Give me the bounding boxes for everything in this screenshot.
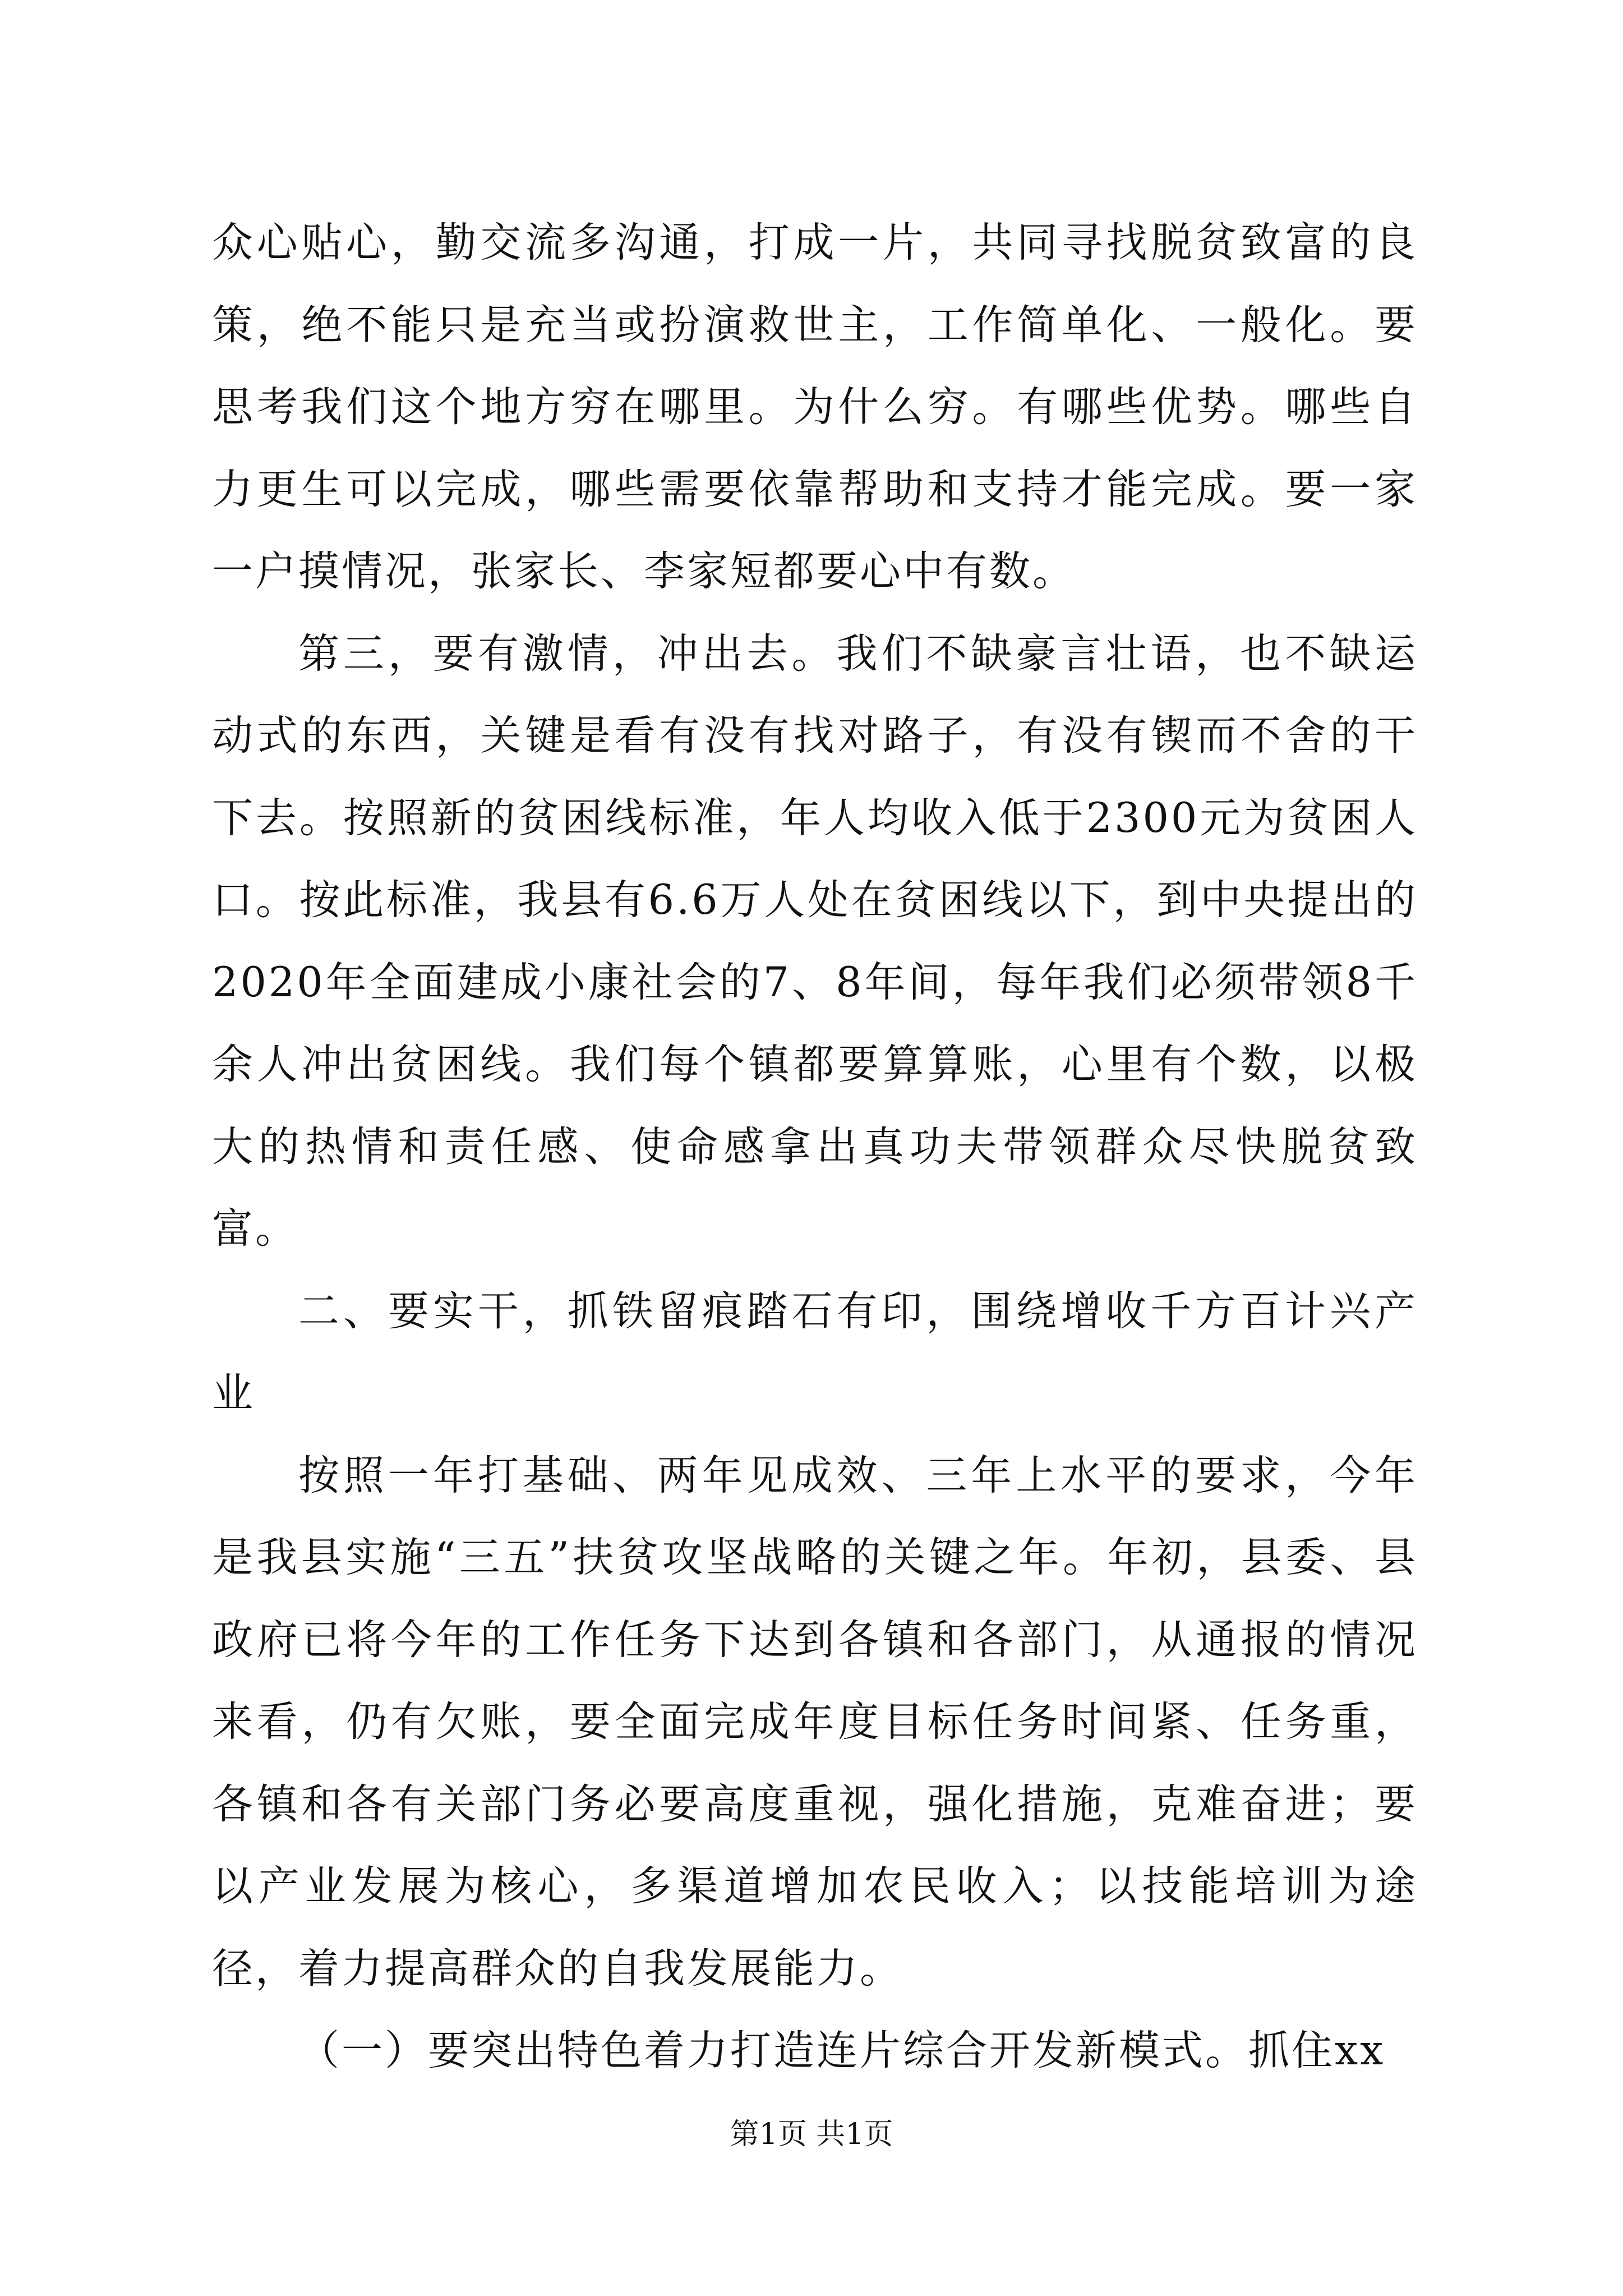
- page-footer: 第1页 共1页: [730, 2118, 893, 2151]
- paragraph-2: 第三，要有激情，冲出去。我们不缺豪言壮语，也不缺运动式的东西，关键是看有没有找对路子，有没有锲而不舍的干下去。按照新的贫困线标准，年人均收入低于2300元为贫困人口。按此标准，我县有6.6万人处在贫困线以下，到中央提出的2020年全面建成小康社会的7、8年间，每年我们必须带领8千余人冲出贫困线。我们每个镇都要算算账，心里有个数，以极大的热情和责任感、使命感拿出真功夫带领群众尽快脱贫致富。: [212, 629, 1418, 1253]
- paragraph-1: 众心贴心，勤交流多沟通，打成一片，共同寻找脱贫致富的良策，绝不能只是充当或扮演救世主，工作简单化、一般化。要思考我们这个地方穷在哪里。为什么穷。有哪些优势。哪些自力更生可以完成，哪些需要依靠帮助和支持才能完成。要一家一户摸情况，张家长、李家短都要心中有数。: [212, 219, 1418, 595]
- subsection-heading-1: （一）要突出特色着力打造连片综合开发新模式。抓住xx: [298, 2027, 1386, 2074]
- document-body: [212, 202, 1418, 2092]
- section-heading-2: 二、要实干，抓铁留痕踏石有印，围绕增收千方百计兴产业: [212, 1287, 1418, 1417]
- paragraph-3: 按照一年打基础、两年见成效、三年上水平的要求，今年是我县实施“三五”扶贫攻坚战略的关键之年。年初，县委、县政府已将今年的工作任务下达到各镇和各部门，从通报的情况来看，仍有欠账，要全面完成年度目标任务时间紧、任务重，各镇和各有关部门务必要高度重视，强化措施，克难奋进；要以产业发展为核心，多渠道增加农民收入；以技能培训为途径，着力提高群众的自我发展能力。: [212, 1451, 1418, 1993]
